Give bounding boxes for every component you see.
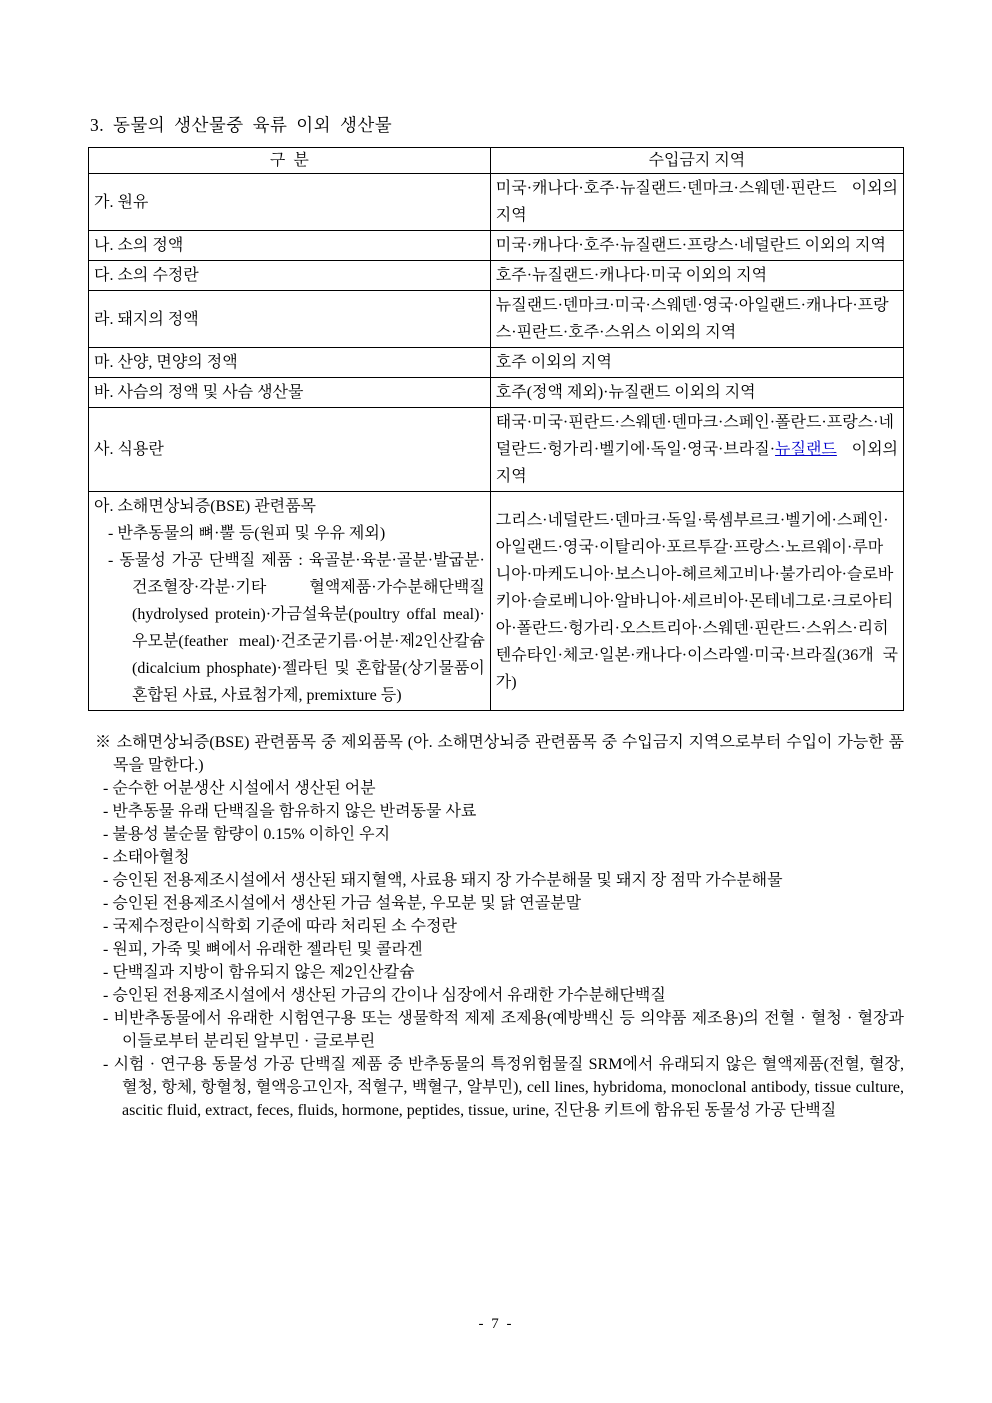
region-text: 태국·미국·핀란드·스웨덴·덴마크·스페인·폴란드·프랑스·네덜란드·헝가리·벨기에·독일·영국·브라질· <box>495 414 894 458</box>
region-cell: 미국·캐나다·호주·뉴질랜드·덴마크·스웨덴·핀란드 이외의 지역 <box>490 174 903 231</box>
dash-bullet: - <box>103 826 109 843</box>
note-item <box>88 961 904 984</box>
region-cell: 호주·뉴질랜드·캐나다·미국 이외의 지역 <box>490 261 903 291</box>
note-item <box>88 938 904 961</box>
header-category: 구 분 <box>89 148 491 174</box>
dash-bullet: - <box>103 918 109 935</box>
category-cell: 나. 소의 정액 <box>89 231 491 261</box>
table-row <box>89 492 904 711</box>
region-text: 이외의 지역 <box>495 441 898 485</box>
region-cell <box>490 408 903 492</box>
dash-bullet: - <box>103 849 109 866</box>
note-item-text: 비반추동물에서 유래한 시험연구용 또는 생물학적 제제 조제용(예방백신 등 의약품 제조용)의 전혈 · 혈청 · 혈장과 이들로부터 분리된 알부민 · 글로부린 <box>113 1010 905 1050</box>
region-cell: 호주 이외의 지역 <box>490 348 903 378</box>
category-cell: 라. 돼지의 정액 <box>89 291 491 348</box>
import-ban-table <box>88 147 904 711</box>
category-cell: 다. 소의 수정란 <box>89 261 491 291</box>
note-item-text: 국제수정란이식학회 기준에 따라 처리된 소 수정란 <box>112 918 457 935</box>
note-item <box>88 823 904 846</box>
category-cell <box>89 492 491 711</box>
region-cell: 그리스·네덜란드·덴마크·독일·룩셈부르크·벨기에·스페인·아일랜드·영국·이탈리아·포르투갈·프랑스·노르웨이·루마니아·마케도니아·보스니아-헤르체고비나·불가리아·슬로바키아·슬로베니아·알바니아·세르비아·몬테네그로·크로아티아·폴란드·헝가리·오스트리아·스웨덴·핀란드·스위스·리히텐슈타인·체코·일본·캐나다·이스라엘·미국·브라질(36개 국가) <box>490 492 903 711</box>
dash-bullet: - <box>103 941 109 958</box>
table-row <box>89 348 904 378</box>
table-row <box>89 408 904 492</box>
note-item <box>88 1053 904 1122</box>
note-item <box>88 984 904 1007</box>
page-number: - 7 - <box>478 1316 514 1332</box>
dash-bullet: - <box>103 964 109 981</box>
region-cell: 호주(정액 제외)·뉴질랜드 이외의 지역 <box>490 378 903 408</box>
category-cell: 마. 산양, 면양의 정액 <box>89 348 491 378</box>
dash-bullet: - <box>103 1056 109 1073</box>
dash-bullet: - <box>103 780 109 797</box>
note-intro-text: 소해면상뇌증(BSE) 관련품목 중 제외품목 (아. 소해면상뇌증 관련품목 중 수입금지 지역으로부터 수입이 가능한 품목을 말한다.) <box>113 734 904 774</box>
note-item-text: 소태아혈청 <box>112 849 190 866</box>
table-row <box>89 378 904 408</box>
note-item <box>88 869 904 892</box>
note-item-text: 단백질과 지방이 함유되지 않은 제2인산칼슘 <box>112 964 415 981</box>
table-row <box>89 231 904 261</box>
region-cell: 뉴질랜드·덴마크·미국·스웨덴·영국·아일랜드·캐나다·프랑스·핀란드·호주·스위스 이외의 지역 <box>490 291 903 348</box>
note-item-text: 원피, 가죽 및 뼈에서 유래한 젤라틴 및 콜라겐 <box>112 941 423 958</box>
note-item-text: 반추동물 유래 단백질을 함유하지 않은 반려동물 사료 <box>112 803 477 820</box>
note-item-text: 승인된 전용제조시설에서 생산된 가금 설육분, 우모분 및 닭 연골분말 <box>112 895 582 912</box>
header-region: 수입금지 지역 <box>490 148 903 174</box>
category-cell: 가. 원유 <box>89 174 491 231</box>
dash-bullet: - <box>103 895 109 912</box>
notes-section <box>88 731 904 1122</box>
note-item-text: 시험 · 연구용 동물성 가공 단백질 제품 중 반추동물의 특정위험물질 SRM에서 유래되지 않은 혈액제품(전혈, 혈장, 혈청, 항체, 항혈청, 혈액응고인자, 적혈구, 백혈구, 알부민), cell lines, hybridoma, monoclonal antibody, tissue culture, ascitic fluid, extract, feces, fluids, hormone, peptides, tissue, urine, 진단용 키트에 함유된 동물성 가공 단백질 <box>113 1056 905 1119</box>
document-content <box>88 112 904 1122</box>
note-item-text: 승인된 전용제조시설에서 생산된 돼지혈액, 사료용 돼지 장 가수분해물 및 돼지 장 점막 가수분해물 <box>112 872 783 889</box>
table-row <box>89 291 904 348</box>
note-item-text: 불용성 불순물 함량이 0.15% 이하인 우지 <box>112 826 391 843</box>
table-row <box>89 174 904 231</box>
newzealand-link[interactable]: 뉴질랜드 <box>775 441 837 458</box>
dash-bullet: - <box>103 987 109 1004</box>
note-item <box>88 1007 904 1053</box>
bse-category-title: 아. 소해면상뇌증(BSE) 관련품목 <box>94 498 317 515</box>
note-item-text: 순수한 어분생산 시설에서 생산된 어분 <box>112 780 376 797</box>
table-row <box>89 261 904 291</box>
dash-bullet: - <box>103 872 109 889</box>
category-cell: 사. 식용란 <box>89 408 491 492</box>
note-item <box>88 846 904 869</box>
dash-bullet: - <box>103 803 109 820</box>
category-cell: 바. 사슴의 정액 및 사슴 생산물 <box>89 378 491 408</box>
region-cell: 미국·캐나다·호주·뉴질랜드·프랑스·네덜란드 이외의 지역 <box>490 231 903 261</box>
table-header-row <box>89 148 904 174</box>
page-title: 3. 동물의 생산물중 육류 이외 생산물 <box>90 115 393 135</box>
note-item <box>88 777 904 800</box>
dash-bullet: - <box>103 1010 109 1027</box>
note-item-text: 승인된 전용제조시설에서 생산된 가금의 간이나 심장에서 유래한 가수분해단백질 <box>112 987 666 1004</box>
note-intro <box>88 731 904 777</box>
bse-category-item: - 동물성 가공 단백질 제품 : 육골분·육분·골분·발굽분·건조혈장·각분·기타 혈액제품·가수분해단백질(hydrolysed protein)·가금설육분(poultry offal meal)·우모분(feather meal)·건조굳기름·어분·제2인산칼슘(dicalcium phosphate)·젤라틴 및 혼합물(상기물품이 혼합된 사료, 사료첨가제, premixture 등) <box>108 552 485 704</box>
note-item <box>88 915 904 938</box>
bse-category-item: - 반추동물의 뼈·뿔 등(원피 및 우유 제외) <box>108 525 386 542</box>
note-item <box>88 800 904 823</box>
note-item <box>88 892 904 915</box>
reference-mark-icon: ※ <box>95 734 112 751</box>
